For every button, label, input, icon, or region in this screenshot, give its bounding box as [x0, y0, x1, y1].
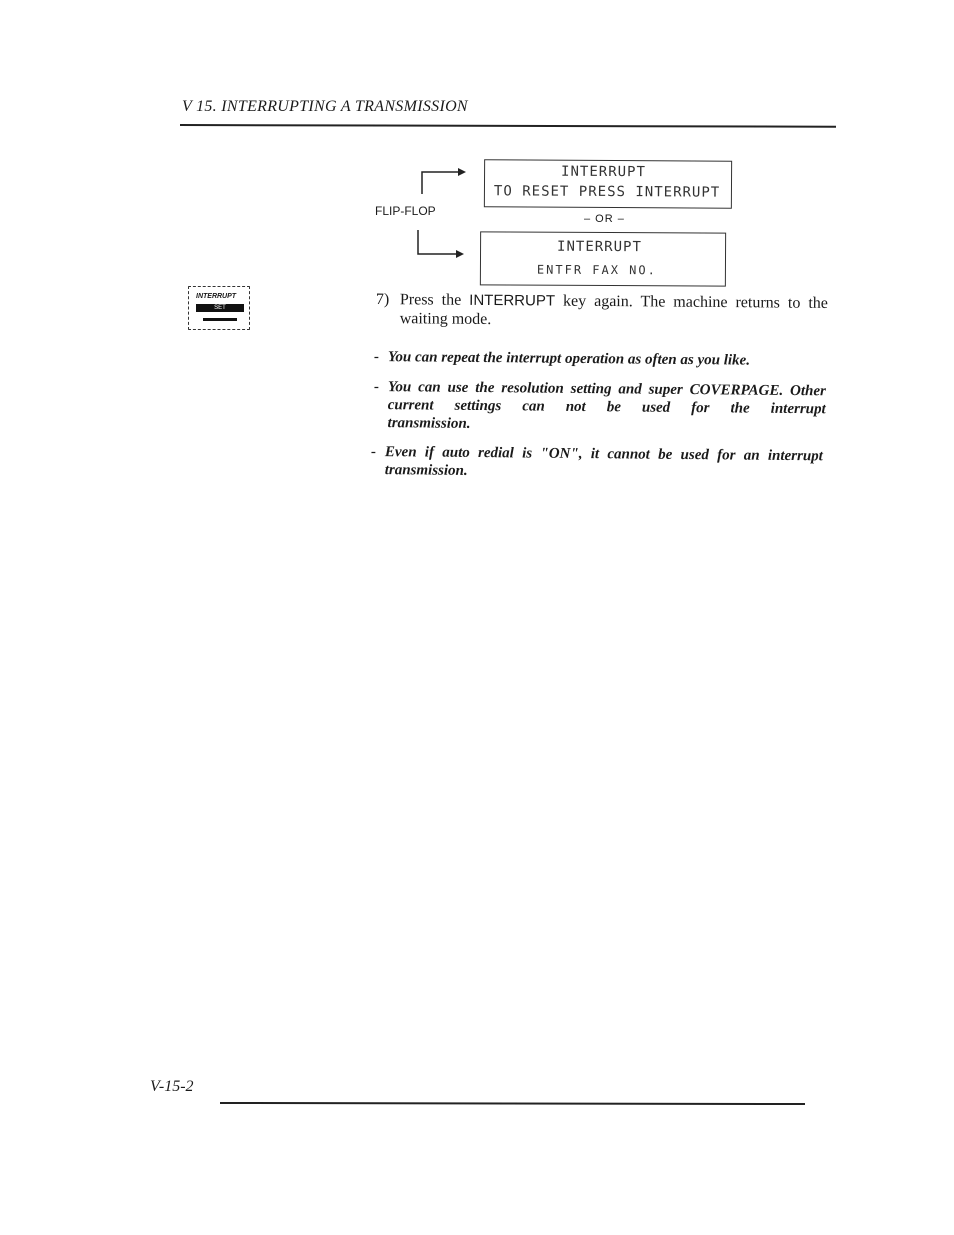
page-number: V-15-2 [150, 1078, 194, 1095]
step-key-word: INTERRUPT [469, 291, 556, 310]
note-auto-redial [370, 443, 823, 479]
step-text-after: key again. The machine returns to the waiting mode. [399, 292, 828, 329]
flip-arrow-bottom-icon [414, 228, 470, 262]
step-text-before: Press the [399, 291, 470, 309]
note-text: You can repeat the interrupt operation as often as you like. [387, 349, 751, 369]
step-text [400, 290, 828, 332]
note-dash: - [373, 348, 379, 366]
lcd-line: INTERRUPT [561, 163, 646, 181]
note-text-main: You can use the resolution setting and super COVERPAGE. Other current settings can not be used for the interrupt [387, 379, 826, 418]
note-dash: - [373, 378, 379, 396]
section-header: V 15. INTERRUPTING A TRANSMISSION [182, 98, 468, 115]
note-settings [373, 378, 826, 432]
lcd-line: INTERRUPT [557, 238, 642, 256]
note-text [387, 378, 825, 436]
note-text: Even if auto redial is "ON", it cannot be used for an interrupt transmission. [384, 444, 823, 479]
flip-arrow-top-icon [418, 164, 470, 196]
note-text-last: transmission. [387, 415, 471, 432]
flip-flop-label: FLIP-FLOP [375, 204, 436, 218]
lcd-display-enter-fax [480, 231, 726, 286]
set-key-label: SET [196, 304, 244, 312]
note-repeat [373, 348, 814, 369]
step-number: 7) [375, 290, 390, 309]
lcd-display-reset [484, 159, 732, 209]
or-separator: – OR – [584, 213, 625, 225]
interrupt-key-icon [188, 286, 250, 330]
key-bar [203, 318, 237, 321]
footer-rule [220, 1102, 805, 1105]
lcd-line: TO RESET PRESS INTERRUPT [493, 183, 721, 201]
key-label: INTERRUPT [196, 293, 237, 300]
header-rule [180, 124, 836, 128]
note-dash: - [370, 443, 376, 461]
step-7 [375, 290, 828, 329]
lcd-line: ENTFR FAX NO. [536, 262, 657, 278]
